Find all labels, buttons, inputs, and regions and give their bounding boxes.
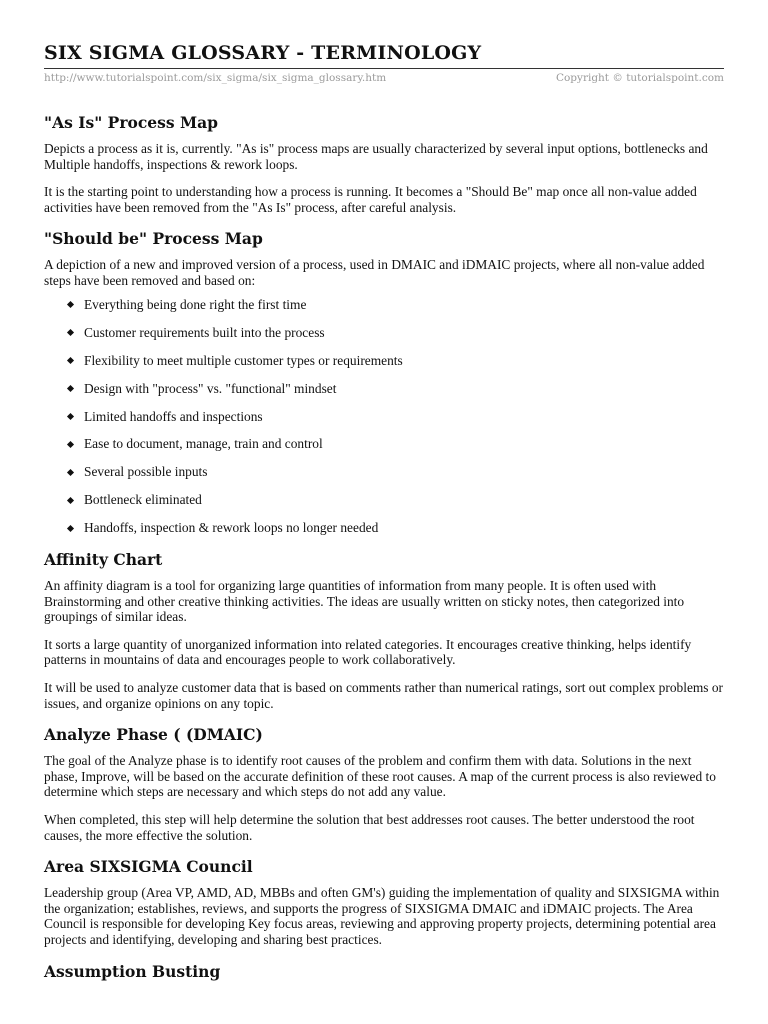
- bullet-icon: [67, 469, 74, 476]
- document-title: SIX SIGMA GLOSSARY - TERMINOLOGY: [44, 42, 482, 64]
- list-item-text: Everything being done right the first time: [84, 296, 307, 312]
- section-heading: Assumption Busting: [44, 961, 221, 981]
- section-paragraph: It will be used to analyze customer data that is based on comments rather than numerical ratings, sort out complex problems or issues, and organize opinions on any topic.: [44, 680, 724, 711]
- list-item: [44, 409, 724, 425]
- section-should-be-process-map: [44, 229, 724, 536]
- section-paragraph: The goal of the Analyze phase is to identify root causes of the problem and confirm them with data. Solutions in the next phase, Improve, will be based on the accurate definition of these root causes. A map of the current process is also reviewed to determine which steps are necessary and which steps do not add any value.: [44, 753, 716, 800]
- list-item: [44, 381, 724, 397]
- list-item-text: Flexibility to meet multiple customer types or requirements: [84, 352, 403, 368]
- list-item-text: Ease to document, manage, train and control: [84, 436, 323, 452]
- section-paragraph: Depicts a process as it is, currently. "As is" process maps are usually characterized by several input options, bottlenecks and Multiple handoffs, inspections & rework loops.: [44, 141, 708, 172]
- section-affinity-chart: [44, 550, 724, 711]
- bullet-icon: [67, 525, 74, 532]
- list-item-text: Limited handoffs and inspections: [84, 408, 263, 424]
- list-item-text: Several possible inputs: [84, 464, 208, 480]
- section-heading: "Should be" Process Map: [44, 229, 263, 249]
- bullet-list: [44, 297, 724, 536]
- list-item: [44, 325, 724, 341]
- source-meta-row: [44, 71, 724, 85]
- section-paragraph: A depiction of a new and improved version of a process, used in DMAIC and iDMAIC projects, where all non-value added steps have been removed and based on:: [44, 257, 705, 288]
- list-item: [44, 520, 724, 536]
- bullet-icon: [67, 357, 74, 364]
- list-item: [44, 464, 724, 480]
- title-divider: [44, 68, 724, 69]
- section-heading: "As Is" Process Map: [44, 113, 219, 132]
- list-item: [44, 297, 724, 313]
- section-heading: Affinity Chart: [44, 550, 163, 570]
- list-item: [44, 353, 724, 369]
- bullet-icon: [67, 497, 74, 504]
- list-item-text: Customer requirements built into the process: [84, 324, 325, 340]
- section-analyze-phase: [44, 725, 724, 843]
- list-item-text: Design with "process" vs. "functional" mindset: [84, 380, 337, 396]
- section-paragraph: When completed, this step will help determine the solution that best addresses root causes. The better understood the root causes, the more effective the solution.: [44, 811, 695, 843]
- bullet-icon: [67, 329, 74, 336]
- section-as-is-process-map: [44, 113, 724, 215]
- section-assumption-busting: [44, 962, 724, 982]
- section-paragraph: It sorts a large quantity of unorganized information into related categories. It encourages creative thinking, helps identify patterns in mountains of data and encourages people to work collaboratively.: [44, 636, 692, 668]
- list-item: [44, 492, 724, 508]
- section-paragraph: Leadership group (Area VP, AMD, AD, MBBs and often GM's) guiding the implementation of quality and SIXSIGMA within the organization; establishes, reviews, and supports the progress of SIXSIGMA DMAIC and iDMAIC projects. The Area Council is responsible for developing Key focus areas, reviewing and approving property projects, determining potential area projects and identifying, developing and sharing best practices.: [44, 885, 720, 947]
- section-area-sixsigma-council: [44, 857, 724, 947]
- bullet-icon: [67, 413, 74, 420]
- section-paragraph: It is the starting point to understanding how a process is running. It becomes a "Should Be" map once all non-value added activities have been removed from the "As Is" process, after careful analysis.: [44, 184, 697, 215]
- list-item: [44, 436, 724, 452]
- section-heading: Analyze Phase ( (DMAIC): [44, 725, 263, 745]
- bullet-icon: [67, 301, 74, 308]
- list-item-text: Handoffs, inspection & rework loops no longer needed: [84, 520, 379, 536]
- list-item-text: Bottleneck eliminated: [84, 492, 202, 508]
- source-url[interactable]: http://www.tutorialspoint.com/six_sigma/six_sigma_glossary.htm: [44, 72, 387, 84]
- section-heading: Area SIXSIGMA Council: [44, 857, 253, 877]
- section-paragraph: An affinity diagram is a tool for organizing large quantities of information from many people. It is often used with Brainstorming and other creative thinking activities. The ideas are usually written on sticky notes, then categorized into groupings of similar ideas.: [44, 578, 685, 625]
- copyright-notice: Copyright © tutorialspoint.com: [555, 72, 724, 84]
- bullet-icon: [67, 441, 74, 448]
- document-page: [44, 40, 724, 990]
- bullet-icon: [67, 385, 74, 392]
